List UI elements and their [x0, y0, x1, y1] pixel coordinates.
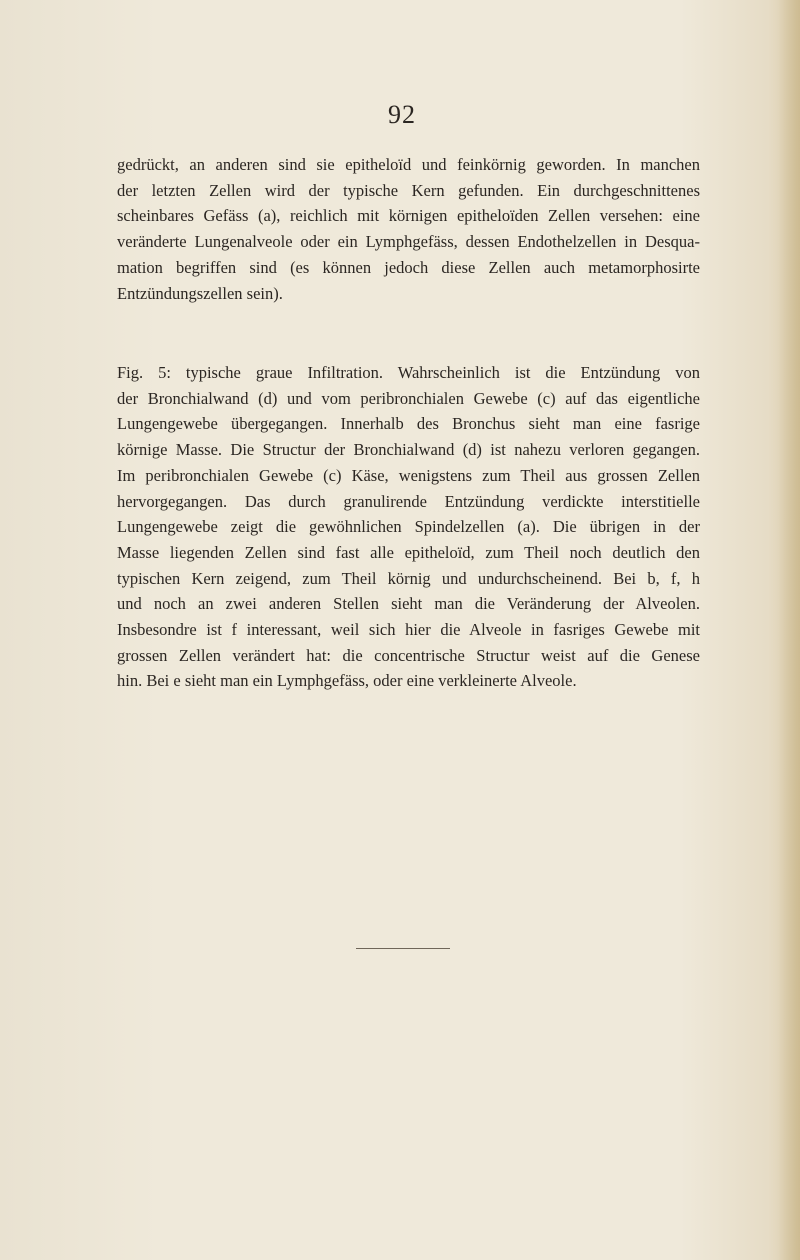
- page-edge-shadow: [778, 0, 800, 1260]
- text-line: typischen Kern zeigend, zum Theil körnig und undurchscheinend. Bei b, f, h: [117, 568, 700, 588]
- text-line: Lungengewebe übergegangen. Innerhalb des Bronchus sieht man eine fasrige: [117, 414, 700, 434]
- text-line: mation begriffen sind (es können jedoch diese Zellen auch metamorphosirte: [117, 257, 700, 277]
- text-line: und noch an zwei anderen Stellen sieht man die Veränderung der Alveolen.: [117, 594, 700, 614]
- text-line: Im peribronchialen Gewebe (c) Käse, wenigstens zum Theil aus grossen Zellen: [117, 465, 700, 485]
- text-line: scheinbares Gefäss (a), reichlich mit körnigen epitheloïden Zellen versehen: eine: [117, 206, 700, 226]
- text-line: körnige Masse. Die Structur der Bronchialwand (d) ist nahezu verloren gegangen.: [117, 440, 700, 460]
- text-line: hervorgegangen. Das durch granulirende Entzündung verdickte interstitielle: [117, 491, 700, 511]
- section-rule: [356, 948, 450, 949]
- paragraph-continuation: [117, 152, 700, 306]
- text-line: der Bronchialwand (d) und vom peribronchialen Gewebe (c) auf das eigentliche: [117, 388, 700, 408]
- text-line: grossen Zellen verändert hat: die concentrische Structur weist auf die Genese: [117, 645, 700, 665]
- text-line: Entzündungszellen sein).: [117, 283, 283, 303]
- paragraph-fig-5: [117, 360, 700, 694]
- text-line: gedrückt, an anderen sind sie epitheloïd und feinkörnig geworden. In manchen: [117, 155, 700, 174]
- page-number: 92: [388, 100, 416, 129]
- text-line: Masse liegenden Zellen sind fast alle epitheloïd, zum Theil noch deutlich den: [117, 542, 700, 562]
- text-line: der letzten Zellen wird der typische Kern gefunden. Ein durchgeschnittenes: [117, 180, 700, 200]
- text-line: hin. Bei e sieht man ein Lymphgefäss, oder eine verkleinerte Alveole.: [117, 671, 577, 691]
- text-line: Insbesondre ist f interessant, weil sich hier die Alveole in fasriges Gewebe mit: [117, 620, 700, 640]
- text-line: veränderte Lungenalveole oder ein Lymphgefäss, dessen Endothelzellen in Desqua-: [117, 232, 700, 252]
- text-line: Lungengewebe zeigt die gewöhnlichen Spindelzellen (a). Die übrigen in der: [117, 517, 700, 537]
- text-line: Fig. 5: typische graue Infiltration. Wahrscheinlich ist die Entzündung von: [117, 363, 700, 382]
